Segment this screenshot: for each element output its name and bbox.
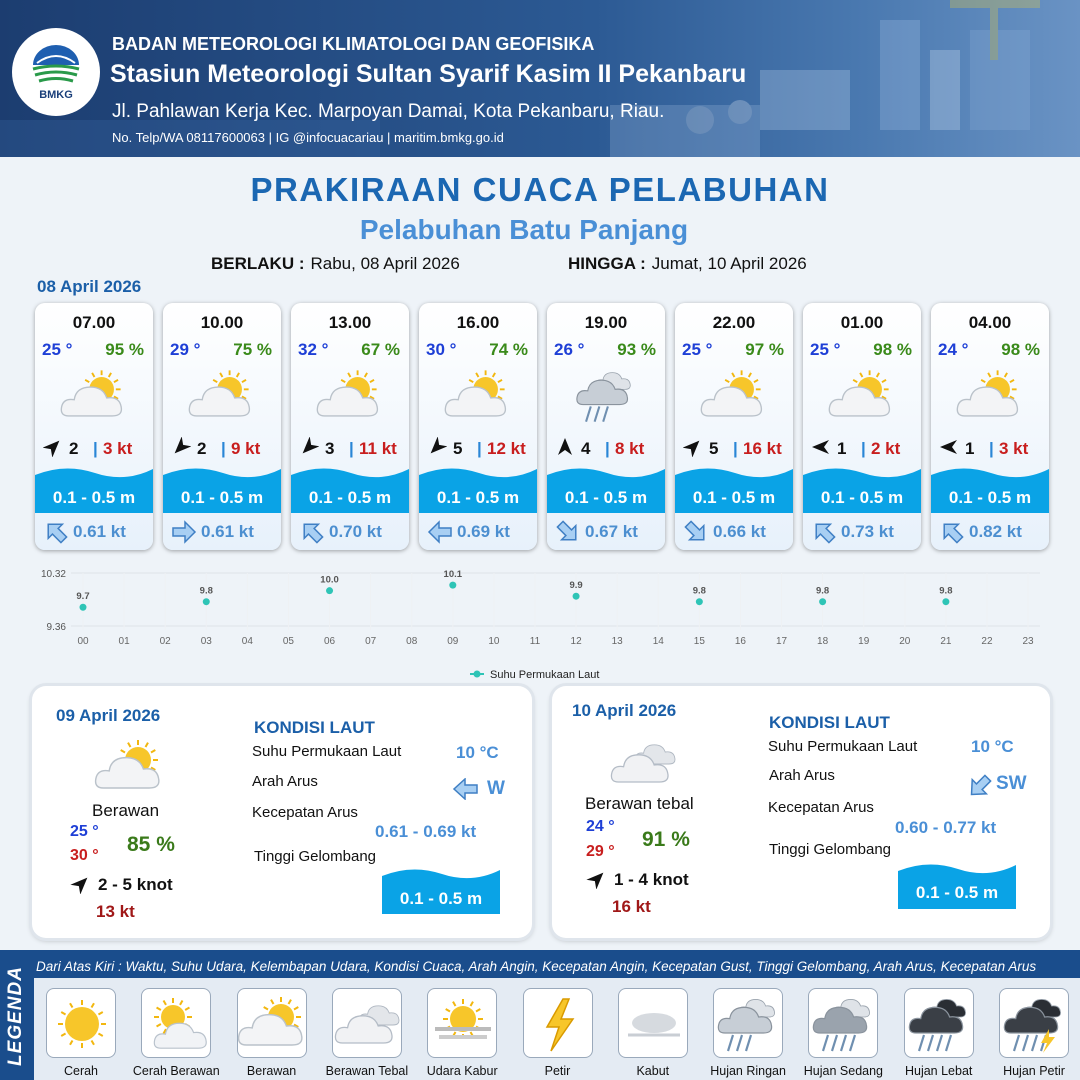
current-arrow-icon <box>683 519 709 545</box>
valid-from-value: Rabu, 08 April 2026 <box>310 254 460 273</box>
day3-tinggi-value: 0.1 - 0.5 m <box>915 883 999 902</box>
sst-point <box>203 598 210 605</box>
cerah-berawan-icon <box>137 993 217 1055</box>
x-tick-label: 06 <box>323 636 336 647</box>
forecast-humidity: 67 % <box>361 340 400 359</box>
day3-kecepatan-value: 0.60 - 0.77 kt <box>895 818 997 837</box>
berawan-icon <box>312 365 388 427</box>
day3-temp-max: 29 ° <box>586 843 615 860</box>
forecast-temp: 25 ° <box>42 340 73 359</box>
day3-weather-icon <box>604 732 684 794</box>
legend-label: Hujan Lebat <box>904 1064 973 1078</box>
forecast-card <box>35 303 153 550</box>
station-address: Jl. Pahlawan Kerja Kec. Marpoyan Damai, Kota Pekanbaru, Riau. <box>112 101 665 122</box>
sst-point <box>696 598 703 605</box>
x-tick-label: 22 <box>981 636 993 647</box>
hujan-petir-icon <box>995 993 1075 1055</box>
forecast-wind-speed: 2 <box>69 439 79 458</box>
x-tick-label: 12 <box>570 636 582 647</box>
forecast-temp: 25 ° <box>810 340 841 359</box>
berawan-tebal-icon <box>328 993 408 1055</box>
cerah-icon-wrap <box>42 993 122 1060</box>
forecast-time: 13.00 <box>328 313 372 332</box>
day3-condition: Berawan tebal <box>585 794 694 813</box>
day2-sst-label: Suhu Permukaan Laut <box>252 743 402 760</box>
wind-arrow-icon <box>43 437 63 457</box>
sst-point <box>573 593 580 600</box>
forecast-time: 01.00 <box>840 313 884 332</box>
forecast-separator: | <box>477 439 482 458</box>
forecast-time: 22.00 <box>712 313 756 332</box>
x-tick-label: 01 <box>118 636 130 647</box>
legend-tag-text: LEGENDA <box>5 966 26 1066</box>
berawan-icon <box>824 365 900 427</box>
legend-label: Berawan Tebal <box>325 1064 409 1078</box>
forecast-current-speed: 0.67 kt <box>585 522 638 541</box>
forecast-wind-direction <box>555 437 575 457</box>
legend-series-name: Suhu Permukaan Laut <box>490 669 600 681</box>
header-banner <box>0 0 1080 157</box>
forecast-current-direction <box>299 519 325 545</box>
forecast-gust: 2 kt <box>871 439 901 458</box>
day3-current-arrow-icon <box>966 772 994 800</box>
forecast-wind-direction <box>299 437 319 457</box>
hujan-ringan-icon-wrap <box>709 993 789 1060</box>
hujan-lebat-icon-wrap <box>900 993 980 1060</box>
agency-name: BADAN METEOROLOGI KLIMATOLOGI DAN GEOFISIKA <box>112 34 595 54</box>
sst-data-label: 9.8 <box>199 585 213 597</box>
forecast-humidity: 74 % <box>489 340 528 359</box>
legend-icon-berawan-tebal <box>332 988 402 1058</box>
legend-tag <box>0 952 32 1080</box>
forecast-wave-height: 0.1 - 0.5 m <box>52 488 136 507</box>
forecast-current-direction <box>171 519 197 545</box>
forecast-weather-icon <box>952 365 1028 427</box>
day3-date: 10 April 2026 <box>572 701 677 720</box>
forecast-wave-height: 0.1 - 0.5 m <box>948 488 1032 507</box>
berawan-icon <box>440 365 516 427</box>
forecast-current-speed: 0.61 kt <box>73 522 126 541</box>
forecast-wave-height: 0.1 - 0.5 m <box>564 488 648 507</box>
legend-icon-hujan-petir <box>999 988 1069 1058</box>
day3-sst-label: Suhu Permukaan Laut <box>768 738 918 755</box>
legend-label: Hujan Ringan <box>710 1064 786 1078</box>
forecast-card <box>291 303 409 550</box>
sst-data-label: 9.8 <box>816 585 830 597</box>
current-arrow-icon <box>555 519 581 545</box>
bmkg-logo <box>12 28 100 116</box>
forecast-current-direction <box>939 519 965 545</box>
day3-arah-value: SW <box>996 773 1027 794</box>
hujan-lebat-icon <box>900 993 980 1055</box>
day2-panel <box>32 686 532 938</box>
forecast-wind-speed: 5 <box>453 439 463 458</box>
valid-from <box>211 254 460 274</box>
x-tick-label: 10 <box>488 636 500 647</box>
hujan-petir-icon-wrap <box>995 993 1075 1060</box>
x-tick-label: 18 <box>817 636 829 647</box>
sst-point <box>80 604 87 611</box>
legend-label: Cerah <box>63 1064 99 1078</box>
day3-kecepatan-label: Kecepatan Arus <box>768 799 874 816</box>
x-tick-label: 20 <box>899 636 911 647</box>
forecast-weather-icon <box>312 365 388 427</box>
legend-icon-petir <box>523 988 593 1058</box>
hujan-ringan-icon <box>709 993 789 1055</box>
forecast-wind-speed: 4 <box>581 439 591 458</box>
cerah-berawan-icon-wrap <box>137 993 217 1060</box>
legend-label: Cerah Berawan <box>132 1064 220 1078</box>
legend-swatch <box>474 671 481 678</box>
forecast-weather-icon <box>568 365 644 427</box>
day2-kecepatan-value: 0.61 - 0.69 kt <box>375 822 477 841</box>
legend-icon-hujan-sedang <box>808 988 878 1058</box>
berawan-icon <box>184 365 260 427</box>
forecast-separator: | <box>861 439 866 458</box>
sst-point <box>326 587 333 594</box>
day2-wind: 2 - 5 knot <box>98 875 173 894</box>
bmkg-logo-icon <box>29 43 83 87</box>
day2-tinggi-label: Tinggi Gelombang <box>254 848 377 865</box>
udara-kabur-icon-wrap <box>423 993 503 1060</box>
forecast-card <box>931 303 1049 550</box>
legend-label: Berawan <box>246 1064 297 1078</box>
forecast-humidity: 95 % <box>105 340 144 359</box>
current-arrow-icon <box>43 519 69 545</box>
day2-temp-max: 30 ° <box>70 847 99 864</box>
forecast-wave-height: 0.1 - 0.5 m <box>436 488 520 507</box>
forecast-weather-icon <box>696 365 772 427</box>
current-arrow-icon <box>171 519 197 545</box>
legend-icon-berawan <box>237 988 307 1058</box>
forecast-wind-speed: 1 <box>965 439 975 458</box>
current-arrow-icon <box>427 519 453 545</box>
forecast-wind-speed: 2 <box>197 439 207 458</box>
sst-point <box>819 598 826 605</box>
forecast-separator: | <box>349 439 354 458</box>
x-tick-label: 04 <box>241 636 253 647</box>
forecast-temp: 24 ° <box>938 340 969 359</box>
sst-point <box>942 598 949 605</box>
forecast-separator: | <box>221 439 226 458</box>
hujan-sedang-icon-wrap <box>804 993 884 1060</box>
forecast-gust: 12 kt <box>487 439 526 458</box>
berawan-tebal-icon <box>604 732 684 794</box>
x-tick-label: 07 <box>365 636 377 647</box>
berawan-icon <box>233 993 313 1055</box>
legend-icon-cerah <box>46 988 116 1058</box>
page-title: PRAKIRAAN CUACA PELABUHAN <box>250 171 830 208</box>
valid-to-label: HINGGA : <box>568 254 646 273</box>
day3-wind-arrow-icon <box>586 869 608 889</box>
forecast-wind-speed: 3 <box>325 439 335 458</box>
forecast-time: 10.00 <box>200 313 244 332</box>
wind-arrow-icon <box>811 437 831 457</box>
forecast-wind-speed: 5 <box>709 439 719 458</box>
forecast-current-speed: 0.69 kt <box>457 522 510 541</box>
wind-arrow-icon <box>683 437 703 457</box>
forecast-weather-icon <box>824 365 900 427</box>
legend-icon-hujan-lebat <box>904 988 974 1058</box>
legend-icon-kabut <box>618 988 688 1058</box>
legend-label: Udara Kabur <box>426 1064 498 1078</box>
petir-icon-wrap <box>519 993 599 1060</box>
sst-data-label: 9.7 <box>76 591 90 603</box>
x-tick-label: 13 <box>611 636 623 647</box>
x-tick-label: 05 <box>282 636 295 647</box>
forecast-wind-speed: 1 <box>837 439 847 458</box>
x-tick-label: 02 <box>159 636 171 647</box>
forecast-wave-height: 0.1 - 0.5 m <box>308 488 392 507</box>
berawan-icon <box>56 365 132 427</box>
day3-tinggi-label: Tinggi Gelombang <box>769 841 892 858</box>
forecast-wave-height: 0.1 - 0.5 m <box>692 488 776 507</box>
forecast-wind-direction <box>171 437 191 457</box>
legend-description: Dari Atas Kiri : Waktu, Suhu Udara, Kelembapan Udara, Kondisi Cuaca, Arah Angin, Kecepatan Angin, Kecepatan Gust, Tinggi Gelombang, Arah Arus, Kecepatan Arus <box>36 959 1037 974</box>
day2-gust: 13 kt <box>96 902 135 921</box>
forecast-separator: | <box>605 439 610 458</box>
day2-current-arrow-icon <box>452 778 480 800</box>
current-arrow-icon <box>811 519 837 545</box>
x-tick-label: 21 <box>940 636 952 647</box>
day3-wind: 1 - 4 knot <box>614 870 689 889</box>
day2-wind-arrow-icon <box>70 874 92 894</box>
berawan-icon <box>696 365 772 427</box>
forecast-gust: 3 kt <box>103 439 133 458</box>
berawan-icon-wrap <box>233 993 313 1060</box>
forecast-humidity: 97 % <box>745 340 784 359</box>
kabut-icon <box>614 993 694 1055</box>
y-tick-label: 9.36 <box>46 622 66 633</box>
sst-chart <box>0 562 1080 682</box>
legend-label: Hujan Sedang <box>803 1064 883 1078</box>
x-tick-label: 15 <box>693 636 705 647</box>
forecast-current-direction <box>555 519 581 545</box>
day3-arah-label: Arah Arus <box>769 767 835 784</box>
forecast-weather-icon <box>184 365 260 427</box>
berawan-icon <box>90 736 170 798</box>
sst-data-label: 10.1 <box>443 569 463 581</box>
kabut-icon-wrap <box>614 993 694 1060</box>
forecast-current-direction <box>683 519 709 545</box>
forecast-temp: 26 ° <box>554 340 585 359</box>
day3-humidity: 91 % <box>642 828 690 851</box>
day2-condition: Berawan <box>92 801 160 820</box>
x-tick-label: 03 <box>200 636 212 647</box>
x-tick-label: 11 <box>529 636 541 647</box>
forecast-current-direction <box>811 519 837 545</box>
legend-icon-cerah-berawan <box>141 988 211 1058</box>
day2-kecepatan-label: Kecepatan Arus <box>252 804 358 821</box>
station-name: Stasiun Meteorologi Sultan Syarif Kasim II Pekanbaru <box>110 60 747 88</box>
hujan-sedang-icon <box>804 993 884 1055</box>
x-tick-label: 14 <box>652 636 664 647</box>
forecast-wind-direction <box>43 437 63 457</box>
valid-from-label: BERLAKU : <box>211 254 305 273</box>
x-tick-label: 09 <box>447 636 459 647</box>
forecast-gust: 16 kt <box>743 439 782 458</box>
forecast-weather-icon <box>56 365 132 427</box>
day3-kondisi-laut: KONDISI LAUT <box>769 713 890 732</box>
forecast-current-direction <box>43 519 69 545</box>
berawan-tebal-icon-wrap <box>328 993 408 1060</box>
sst-data-label: 9.8 <box>939 585 953 597</box>
forecast-wave-height: 0.1 - 0.5 m <box>180 488 264 507</box>
forecast-time: 07.00 <box>72 313 116 332</box>
x-tick-label: 16 <box>734 636 747 647</box>
station-contact: No. Telp/WA 08117600063 | IG @infocuacariau | maritim.bmkg.go.id <box>112 130 504 145</box>
sst-data-label: 10.0 <box>320 574 339 586</box>
sst-point <box>449 582 456 589</box>
forecast-temp: 29 ° <box>170 340 201 359</box>
current-arrow-icon <box>939 519 965 545</box>
day3-temp-min: 24 ° <box>586 818 615 835</box>
forecast-temp: 25 ° <box>682 340 713 359</box>
forecast-current-speed: 0.82 kt <box>969 522 1022 541</box>
current-arrow-icon <box>299 519 325 545</box>
forecast-wind-direction <box>811 437 831 457</box>
forecast-wave-height: 0.1 - 0.5 m <box>820 488 904 507</box>
day2-tinggi-value: 0.1 - 0.5 m <box>399 889 483 908</box>
valid-to-value: Jumat, 10 April 2026 <box>651 254 807 273</box>
forecast-wind-direction <box>683 437 703 457</box>
forecast-gust: 8 kt <box>615 439 645 458</box>
forecast-gust: 11 kt <box>359 439 397 458</box>
forecast-current-speed: 0.73 kt <box>841 522 894 541</box>
forecast-card <box>163 303 281 550</box>
day3-panel <box>552 686 1050 938</box>
forecast-gust: 3 kt <box>999 439 1029 458</box>
x-tick-label: 08 <box>406 636 418 647</box>
forecast-wind-direction <box>427 437 447 457</box>
day2-arah-value: W <box>487 778 505 799</box>
forecast-current-speed: 0.66 kt <box>713 522 766 541</box>
hujan-ringan-icon <box>568 365 644 427</box>
forecast-card <box>419 303 537 550</box>
legend-label: Hujan Petir <box>1003 1064 1065 1078</box>
day2-kondisi-laut: KONDISI LAUT <box>254 718 375 737</box>
sst-data-label: 9.8 <box>692 585 706 597</box>
x-tick-label: 17 <box>775 636 788 647</box>
forecast-humidity: 93 % <box>617 340 656 359</box>
day2-temp-min: 25 ° <box>70 823 99 840</box>
x-tick-label: 00 <box>77 636 89 647</box>
forecast-temp: 32 ° <box>298 340 329 359</box>
forecast-gust: 9 kt <box>231 439 261 458</box>
forecast-humidity: 98 % <box>1001 340 1040 359</box>
forecast-humidity: 75 % <box>233 340 272 359</box>
wind-arrow-icon <box>427 437 447 457</box>
day2-weather-icon <box>90 736 170 798</box>
day2-sst-value: 10 °C <box>456 743 499 762</box>
legend-icon-udara-kabur <box>427 988 497 1058</box>
port-name: Pelabuhan Batu Panjang <box>359 214 689 245</box>
forecast-time: 19.00 <box>584 313 628 332</box>
day3-sst-value: 10 °C <box>971 737 1014 756</box>
legend-label: Petir <box>544 1064 571 1078</box>
wind-arrow-icon <box>299 437 319 457</box>
forecast-current-speed: 0.61 kt <box>201 522 254 541</box>
legend-icon-hujan-ringan <box>713 988 783 1058</box>
forecast-card <box>803 303 921 550</box>
legend-label: Kabut <box>636 1064 670 1078</box>
wind-arrow-icon <box>171 437 191 457</box>
forecast-card <box>675 303 793 550</box>
cerah-icon <box>42 993 122 1055</box>
x-tick-label: 23 <box>1022 636 1034 647</box>
day3-gust: 16 kt <box>612 897 651 916</box>
y-tick-label: 10.32 <box>40 569 66 580</box>
berawan-icon <box>952 365 1028 427</box>
forecast-current-direction <box>427 519 453 545</box>
forecast-weather-icon <box>440 365 516 427</box>
udara-kabur-icon <box>423 993 503 1055</box>
forecast-time: 04.00 <box>968 313 1012 332</box>
x-tick-label: 19 <box>858 636 870 647</box>
forecast-humidity: 98 % <box>873 340 912 359</box>
forecast-temp: 30 ° <box>426 340 457 359</box>
forecast-separator: | <box>989 439 994 458</box>
valid-to <box>568 254 807 274</box>
forecast-current-speed: 0.70 kt <box>329 522 382 541</box>
sst-data-label: 9.9 <box>569 580 583 592</box>
wind-arrow-icon <box>939 437 959 457</box>
forecast-separator: | <box>93 439 98 458</box>
forecast-time: 16.00 <box>456 313 500 332</box>
wind-arrow-icon <box>555 437 575 457</box>
forecast-separator: | <box>733 439 738 458</box>
day1-date: 08 April 2026 <box>37 277 142 296</box>
forecast-wind-direction <box>939 437 959 457</box>
forecast-card <box>547 303 665 550</box>
logo-text: BMKG <box>39 89 73 101</box>
day2-date: 09 April 2026 <box>56 706 161 725</box>
petir-icon <box>519 993 599 1055</box>
day2-arah-label: Arah Arus <box>252 773 318 790</box>
day2-humidity: 85 % <box>127 833 175 856</box>
